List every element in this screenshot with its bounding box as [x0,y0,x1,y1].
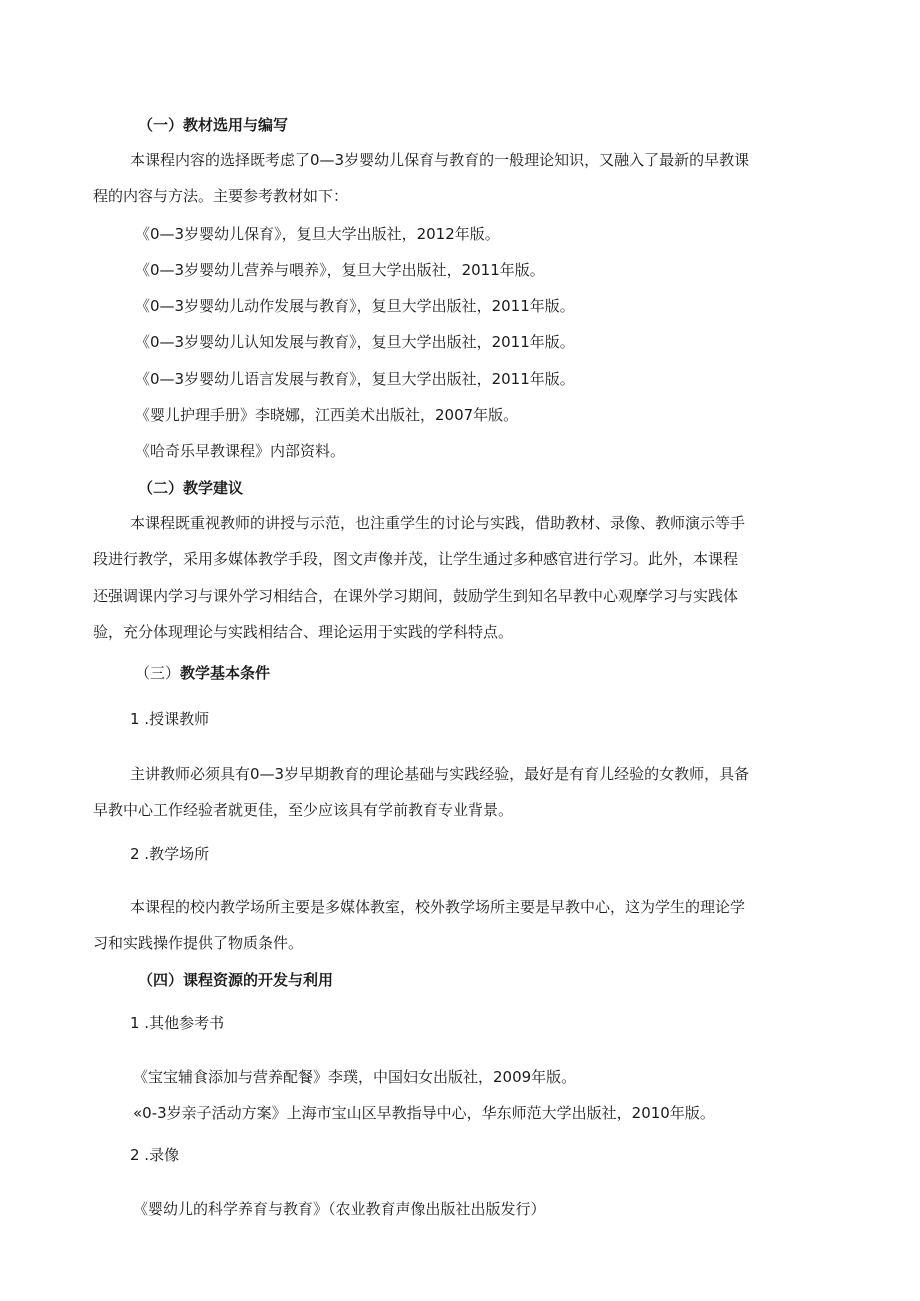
section2-heading: （二）教学建议 [138,479,244,497]
reference-item: 《0—3岁婴幼儿保育》，复旦大学出版社，2012年版。 [135,225,500,243]
reference-item: 《哈奇乐早教课程》内部资料。 [135,442,346,460]
section3-paragraph-line: 早教中心工作经验者就更佳，至少应该具有学前教育专业背景。 [93,801,514,819]
section2-paragraph-line: 段进行教学，采用多媒体教学手段，图文声像并茂，让学生通过多种感官进行学习。此外，本课程 [93,550,739,568]
reference-item: 《宝宝辅食添加与营养配餐》李璞，中国妇女出版社，2009年版。 [133,1068,577,1086]
section3-item2-title: 2 .教学场所 [130,845,210,863]
reference-item: 《婴幼儿的科学养育与教育》（农业教育声像出版社出版发行） [133,1200,546,1218]
section1-paragraph-line: 程的内容与方法。主要参考教材如下： [93,187,349,205]
section3-paragraph-line: 本课程的校内教学场所主要是多媒体教室，校外教学场所主要是早教中心，这为学生的理论学 [130,898,746,916]
reference-item: 《0—3岁婴幼儿认知发展与教育》，复旦大学出版社，2011年版。 [135,333,575,351]
section1-heading: （一）教材选用与编写 [138,116,289,134]
section1-paragraph-line: 本课程内容的选择既考虑了0—3岁婴幼儿保育与教育的一般理论知识，又融入了最新的早教课 [130,151,750,169]
reference-item: 《0—3岁婴幼儿营养与喂养》，复旦大学出版社，2011年版。 [135,261,545,279]
reference-item: 《0—3岁婴幼儿语言发展与教育》，复旦大学出版社，2011年版。 [135,370,575,388]
reference-item: 《0—3岁婴幼儿动作发展与教育》，复旦大学出版社，2011年版。 [135,297,575,315]
section4-heading: （四）课程资源的开发与利用 [138,971,334,989]
section3-heading-text: 教学基本条件 [180,664,271,682]
section3-paragraph-line: 主讲教师必须具有0—3岁早期教育的理论基础与实践经验，最好是有育儿经验的女教师，具备 [130,765,750,783]
section2-paragraph-line: 还强调课内学习与课外学习相结合，在课外学习期间，鼓励学生到知名早教中心观摩学习与实践体 [93,587,739,605]
section4-item1-title: 1 .其他参考书 [130,1014,225,1032]
section3-paragraph-line: 习和实践操作提供了物质条件。 [93,934,304,952]
reference-item: 《婴儿护理手册》李晓娜，江西美术出版社，2007年版。 [135,406,519,424]
section3-heading [135,663,270,683]
section3-heading-prefix: （三） [135,664,181,682]
section4-item2-title: 2 .录像 [130,1146,180,1164]
reference-item: «0-3岁亲子活动方案》上海市宝山区早教指导中心，华东师范大学出版社，2010年版。 [133,1104,715,1122]
section3-item1-title: 1 .授课教师 [130,710,210,728]
section2-paragraph-line: 验，充分体现理论与实践相结合、理论运用于实践的学科特点。 [93,623,514,641]
section2-paragraph-line: 本课程既重视教师的讲授与示范，也注重学生的讨论与实践，借助教材、录像、教师演示等手 [130,514,746,532]
